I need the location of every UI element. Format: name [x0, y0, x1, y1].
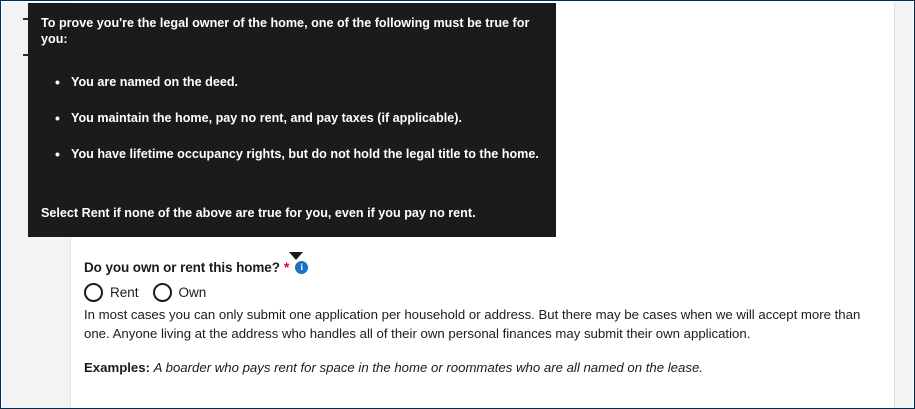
tooltip-title: To prove you're the legal owner of the home, one of the following must be true for you:	[41, 16, 530, 47]
examples-block	[84, 359, 874, 378]
radio-label-rent: Rent	[110, 285, 139, 300]
tooltip-list	[41, 74, 543, 163]
radio-label-own: Own	[178, 285, 207, 300]
own-or-rent-radio-group	[84, 283, 874, 302]
info-tooltip	[28, 3, 556, 237]
list-item: • You maintain the home, pay no rent, and pay taxes (if applicable).	[71, 110, 543, 126]
examples-label: Examples:	[84, 360, 150, 376]
help-text: In most cases you can only submit one application per household or address. But there may be cases when we will accept more than one. Anyone living at the address who handles all of their own personal finances may submit their own application.	[84, 307, 861, 341]
form-section	[84, 259, 874, 391]
tooltip-arrow-icon	[289, 252, 303, 260]
tooltip-footer: Select Rent if none of the above are true for you, even if you pay no rent.	[41, 205, 476, 220]
list-item: • You are named on the deed.	[71, 74, 543, 90]
radio-circle-icon[interactable]	[84, 283, 103, 302]
radio-circle-icon[interactable]	[153, 283, 172, 302]
radio-option-rent[interactable]	[84, 283, 139, 302]
info-icon[interactable]: i	[295, 261, 308, 274]
question-row	[84, 259, 874, 275]
required-indicator: *	[283, 259, 290, 275]
examples-text: A boarder who pays rent for space in the home or roommates who are all named on the lease.	[153, 360, 703, 376]
list-item: • You have lifetime occupancy rights, but do not hold the legal title to the home.	[71, 146, 543, 162]
question-label: Do you own or rent this home?	[84, 259, 280, 275]
right-gutter	[894, 2, 913, 409]
radio-option-own[interactable]	[153, 283, 207, 302]
